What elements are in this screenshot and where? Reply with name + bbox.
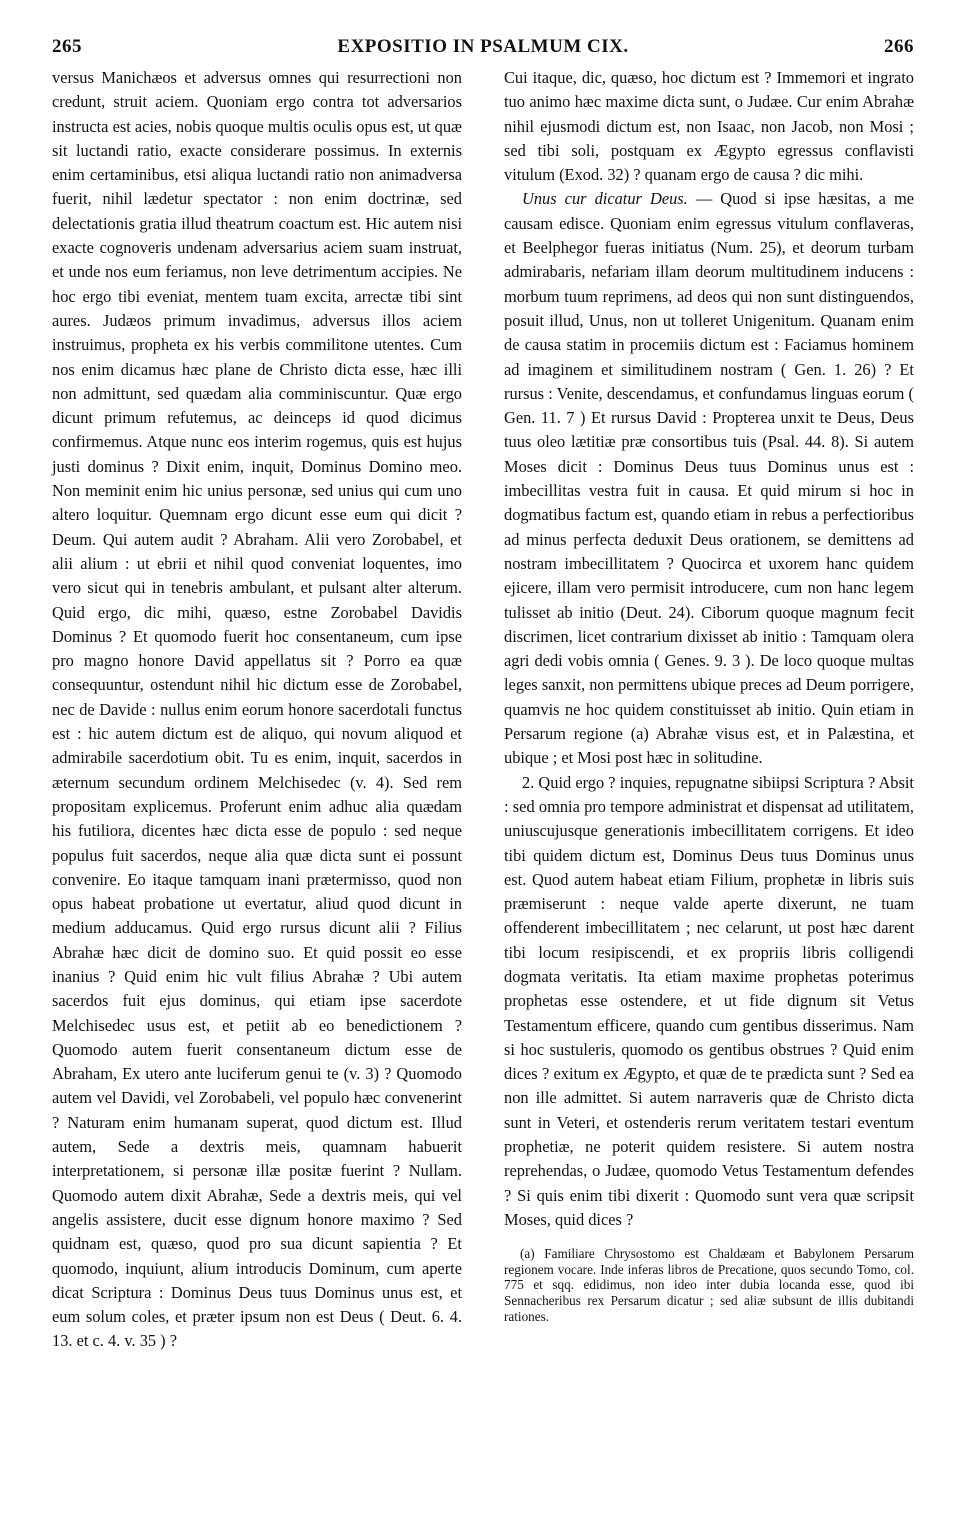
two-column-body (52, 66, 914, 1354)
running-title: EXPOSITIO IN PSALMUM CIX. (337, 36, 629, 57)
page-number-left: 265 (52, 36, 82, 57)
running-header (52, 34, 914, 66)
right-paragraph-1: Cui itaque, dic, quæso, hoc dictum est ? Immemori et ingrato tuo animo hæc maxime dicta sunt, o Judæe. Cur enim Abrahæ nihil ejusmodi dictum est, non Isaac, non Jacob, non Mosi ; sed tibi soli, postquam ex Ægypto egressus conflavisti vitulum (Exod. 32) ? quanam ergo de causa ? dic mihi. (504, 68, 914, 185)
right-column (504, 66, 914, 1354)
right-paragraph-3: 2. Quid ergo ? inquies, repugnatne sibiipsi Scriptura ? Absit : sed omnia pro tempore administrat et dispensat ad utilitatem, uniuscujusque generationis imbecillitatem corrigens. Et ideo tibi quidem dictum est, Dominus Deus tuus Dominus unus est. Quod autem habeat etiam Filium, prophetæ in libris suis præmiserunt : neque valde aperte dixerunt, ne tuam offenderent imbecillitatem ; nec celarunt, ut post hæc darent tibi locum resipiscendi, et ex propriis libris colligendi dogmata veritatis. Ita etiam maxime prophetas poterimus prophetas esse ostendere, et ut fide dignum sit Vetus Testamentum efficere, quando cum gentibus disserimus. Nam si hoc sustuleris, quomodo os gentibus obstrues ? Quid enim dices ? exitum ex Ægypto, et quæ de te prædicta sunt ? Sed ea non ille admittet. Si autem narraveris quæ de Christo dicta sunt in Veteri, et ostenderis rerum veritatem testari eventum prophetiæ, ne poterit quidem resistere. Si autem nostra reprehendas, o Judæe, quomodo Vetus Testamentum defendes ? Si quis enim tibi dixerit : Quomodo sunt vera quæ scripsit Moses, quid dices ? (504, 772, 914, 1229)
section-subheading: Unus cur dicatur Deus. (522, 189, 688, 209)
left-column (52, 66, 462, 1354)
footnote: (a) Familiare Chrysostomo est Chaldæam et Babylonem Persarum regionem vocare. Inde inferas libros de Precatione, quos secundo Tomo, col. 775 et sqq. edidimus, non ideo inter dubia locanda esse, quod ibi Sennacheribus rex Persarum dicatur ; sed aliæ subsunt de illis dubitandi rationes. (504, 1246, 914, 1324)
right-paragraph-2-text: — Quod si ipse hæsitas, a me causam edisce. Quoniam enim egressus vitulum conflaveras, et Beelphegor fueras initiatus (Num. 25), et deorum turbam admirabaris, nefariam illam deorum multitudinem inducens : morbum tuum reprimens, ad deos qui non sunt distinguendos, posuit illud, Unus, non ut tolleret Unigenitum. Quanam enim de causa statim in procemiis dictum est : Faciamus hominem ad imaginem et similitudinem nostram ( Gen. 1. 26) ? Et rursus : Venite, descendamus, et confundamus linguas eorum ( Gen. 11. 7 ) Et rursus David : Propterea unxit te Deus, Deus tuus oleo lætitiæ præ consortibus tuis (Psal. 44. 8). Si autem Moses dicit : Dominus Deus tuus Dominus unus est : imbecillitas vestra fuit in causa. Et quid mirum si hoc in dogmatibus factum est, quando etiam in rebus a perfectioribus ad minus perfecta deduxit Deus orationem, se demittens ad nostram imbecillitatem ? Quocirca et uxorem hanc quidem ejicere, illam vero permisit introducere, cum non hanc legem tulisset ab initio (Deut. 24). Ciborum quoque magnum fecit discrimen, licet contrarium dixisset ab initio : Tamquam olera agri dedi vobis omnia ( Genes. 9. 3 ). De loco quoque multas leges sanxit, non permittens ubique preces ad Deum porrigere, quamvis ne hoc quidem constituisset ab initio. Quin etiam in Persarum regione (a) Abrahæ visus est, et in Palæstina, et ubique ; et Mosi post hæc in solitudine. (504, 189, 914, 768)
page-number-right: 266 (884, 36, 914, 57)
right-paragraph-2 (504, 187, 914, 770)
left-column-text: versus Manichæos et adversus omnes qui resurrectioni non credunt, struit aciem. Quoniam ergo contra tot adversarios instructa est acies, nobis quoque multis oculis opus est, ut quæ sit luctandi ratio, exacte considerare possimus. In externis enim certaminibus, etsi aliqua luctandi ratio non animadversa fuerit, nihil lædetur spectator : non enim doctrinæ, sed delectationis gratia illud theatrum coactum est. Hic autem nisi exacte cognoveris undenam adversarius aciem suam instruat, et unde nos eum feriamus, non leve detrimentum accipies. Ne hoc ergo tibi eveniat, mentem tuam excita, arrectæ tibi sint aures. Judæos primum invadimus, adversus illos aciem instruimus, propheta ex his verbis commilitone utentes. Cum nos enim dicamus hæc plane de Christo dicta esse, hæc illi non admittunt, sed quædam alia comminiscuntur. Quæ ergo dicunt primum refutemus, ac deinceps id quod dicimus confirmemus. Atque nunc eos interim rogemus, quis est hujus justi dominus ? Dixit enim, inquit, Dominus Domino meo. Non meminit enim hic unius personæ, sed unius qui cum uno altero loquitur. Quemnam ergo dicunt esse eum qui dicit ? Deum. Qui autem audit ? Abraham. Alii vero Zorobabel, et alii alium : ut ebrii et nihil quod conveniat loquentes, imo vero sicut qui in tenebris ambulant, et pulsant alter alterum. Quid ergo, dic mihi, quæso, estne Zorobabel Davidis Dominus ? Et quomodo fuerit hoc consentaneum, cum ipse pro magno honore David appellatus sit ? Porro ea quæ consequuntur, ostendunt nihil hic dictum esse de Zorobabel, nec de Davide : nullus enim eorum honore sacerdotali functus est : hic autem dictum est de aliquo, qui novum aliquod et admirabile sacerdotium obit. Tu es enim, inquit, sacerdos in æternum secundum ordinem Melchisedec (v. 4). Sed rem propositam explicemus. Proferunt enim adhuc alia quædam his futiliora, dicentes hæc dicta esse de populo : sed neque populus fuit sacerdos, neque alia quæ dicta sunt ei possunt convenire. Eo itaque tamquam inani prætermisso, quod non opus habeat probatione ut evertatur, aliud quod dicunt in medium adducamus. Quid ergo rursus dicunt alii ? Filius Abrahæ hæc dicit de domino suo. Et quid possit eo esse inanius ? Quid enim hic vult filius Abrahæ ? Ubi autem sacerdos fuit ejus dominus, qui etiam ipse sacerdote Melchisedec usus est, et petiit ab eo benedictionem ? Quomodo autem fuerit consentaneum dictum esse de Abraham, Ex utero ante luciferum genui te (v. 3) ? Quomodo autem vel Davidi, vel Zorobabeli, vel populo hæc convenerint ? Naturam enim humanam superat, quod dictum est. Illud autem, Sede a dextris meis, quamnam habuerit interpretationem, si personæ illæ positæ fuerint ? Nullam. Quomodo autem dixit Abrahæ, Sede a dextris meis, qui vel angelis assistere, ducit esse dignum honore maximo ? Sed quidnam est, quæso, quod pro sua dicunt sapientia ? Et quomodo, inquiunt, alium introducis Dominum, cum aperte dicat Scriptura : Dominus Deus tuus Dominus unus est, et eum solum coles, et præter ipsum non est Deus ( Deut. 6. 4. 13. et c. 4. v. 35 ) ? (52, 68, 462, 1351)
